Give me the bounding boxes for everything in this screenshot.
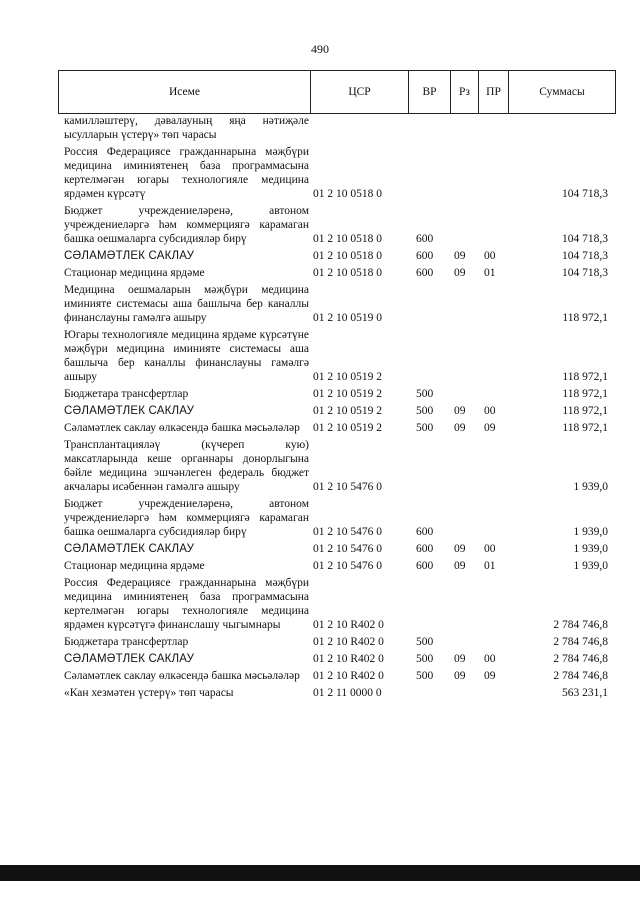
row-name: Стационар медицина ярдәме bbox=[64, 560, 205, 572]
table-row bbox=[58, 114, 616, 142]
row-rz: 09 bbox=[454, 560, 466, 572]
row-csr: 01 2 10 0518 0 bbox=[313, 250, 382, 262]
row-csr: 01 2 10 R402 0 bbox=[313, 670, 384, 682]
table-row bbox=[58, 249, 616, 263]
row-csr: 01 2 10 5476 0 bbox=[313, 543, 382, 555]
row-csr: 01 2 10 0519 2 bbox=[313, 371, 382, 383]
row-sum: 2 784 746,8 bbox=[553, 619, 608, 631]
row-rz: 09 bbox=[454, 543, 466, 555]
row-pr: 00 bbox=[484, 405, 496, 417]
table-row bbox=[58, 283, 616, 325]
row-name: Трансплантацияләү (күчереп кую) максатларында кеше органнары донорлыгына бәйле медицина эшчәнлеген федераль бюджет акчалары исәбеннән гамәлгә ашыру bbox=[64, 439, 309, 493]
table-row bbox=[58, 328, 616, 384]
row-sum: 104 718,3 bbox=[562, 250, 608, 262]
row-name: Россия Федерациясе гражданнарына мәҗбүри медицина иминиятенең база программасына кертелмәгән югары технологияле медицина ярдәмен күрсәтү bbox=[64, 146, 309, 200]
row-name: СӘЛАМӘТЛЕК САКЛАУ bbox=[64, 250, 195, 262]
row-name: Россия Федерациясе гражданнарына мәҗбүри медицина иминиятенең база программасына кертелмәгән югары технологияле медицина ярдәмен күрсәтүгә финанслашу чыгымнары bbox=[64, 577, 309, 631]
row-csr: 01 2 10 0518 0 bbox=[313, 267, 382, 279]
row-name: Стационар медицина ярдәме bbox=[64, 267, 205, 279]
row-rz: 09 bbox=[454, 405, 466, 417]
header-csr: ЦСР bbox=[311, 71, 409, 113]
table-row bbox=[58, 266, 616, 280]
table-row bbox=[58, 559, 616, 573]
row-csr: 01 2 10 0519 2 bbox=[313, 405, 382, 417]
row-csr: 01 2 10 5476 0 bbox=[313, 526, 382, 538]
row-csr: 01 2 10 R402 0 bbox=[313, 619, 384, 631]
header-sum: Суммасы bbox=[539, 86, 585, 98]
table-body bbox=[58, 114, 616, 703]
row-vr: 500 bbox=[416, 670, 434, 682]
row-sum: 118 972,1 bbox=[562, 422, 608, 434]
row-sum: 563 231,1 bbox=[562, 687, 608, 699]
row-vr: 500 bbox=[416, 636, 434, 648]
row-rz: 09 bbox=[454, 653, 466, 665]
row-vr: 500 bbox=[416, 405, 434, 417]
table-row bbox=[58, 145, 616, 201]
row-csr: 01 2 10 0518 0 bbox=[313, 188, 382, 200]
row-sum: 118 972,1 bbox=[562, 405, 608, 417]
row-sum: 118 972,1 bbox=[562, 312, 608, 324]
header-pr: ПР bbox=[479, 71, 509, 113]
table-row bbox=[58, 635, 616, 649]
row-vr: 600 bbox=[416, 233, 434, 245]
table-row bbox=[58, 387, 616, 401]
row-pr: 00 bbox=[484, 250, 496, 262]
table-row bbox=[58, 204, 616, 246]
row-name: «Кан хезмәтен үстерү» төп чарасы bbox=[64, 687, 234, 699]
row-sum: 2 784 746,8 bbox=[553, 636, 608, 648]
row-vr: 500 bbox=[416, 653, 434, 665]
row-name: СӘЛАМӘТЛЕК САКЛАУ bbox=[64, 543, 195, 555]
table-row bbox=[58, 404, 616, 418]
row-vr: 500 bbox=[416, 422, 434, 434]
row-rz: 09 bbox=[454, 267, 466, 279]
header-vr: ВР bbox=[409, 71, 451, 113]
table-row bbox=[58, 497, 616, 539]
row-csr: 01 2 11 0000 0 bbox=[313, 687, 382, 699]
row-pr: 01 bbox=[484, 267, 496, 279]
row-name: Бюджет учреждениеләренә, автоном учреждениеләргә һәм коммерциягә карамаган башка оешмаларга субсидияләр бирү bbox=[64, 498, 309, 538]
row-sum: 2 784 746,8 bbox=[553, 670, 608, 682]
row-rz: 09 bbox=[454, 670, 466, 682]
row-vr: 600 bbox=[416, 543, 434, 555]
table-row bbox=[58, 669, 616, 683]
table-row bbox=[58, 438, 616, 494]
row-name: камилләштерү, дәвалауның яңа нәтиҗәле ысулларын үстерү» төп чарасы bbox=[64, 115, 309, 141]
row-pr: 01 bbox=[484, 560, 496, 572]
row-pr: 09 bbox=[484, 422, 496, 434]
table-header bbox=[58, 70, 616, 114]
table-row bbox=[58, 421, 616, 435]
row-vr: 500 bbox=[416, 388, 434, 400]
row-rz: 09 bbox=[454, 250, 466, 262]
row-csr: 01 2 10 R402 0 bbox=[313, 653, 384, 665]
row-rz: 09 bbox=[454, 422, 466, 434]
scan-edge-bar bbox=[0, 865, 640, 881]
row-csr: 01 2 10 5476 0 bbox=[313, 481, 382, 493]
row-sum: 104 718,3 bbox=[562, 267, 608, 279]
table-row bbox=[58, 652, 616, 666]
row-sum: 2 784 746,8 bbox=[553, 653, 608, 665]
table-row bbox=[58, 576, 616, 632]
row-csr: 01 2 10 0519 2 bbox=[313, 422, 382, 434]
row-sum: 104 718,3 bbox=[562, 188, 608, 200]
row-name: Медицина оешмаларын мәҗбүри медицина иминияте системасы аша башлыча бер каналлы финанслауны гамәлгә ашыру bbox=[64, 284, 309, 324]
row-sum: 104 718,3 bbox=[562, 233, 608, 245]
row-sum: 118 972,1 bbox=[562, 371, 608, 383]
row-name: Сәламәтлек саклау өлкәсендә башка мәсьәләләр bbox=[64, 670, 300, 682]
row-sum: 1 939,0 bbox=[573, 481, 608, 493]
row-sum: 118 972,1 bbox=[562, 388, 608, 400]
row-vr: 600 bbox=[416, 267, 434, 279]
row-csr: 01 2 10 R402 0 bbox=[313, 636, 384, 648]
page-number: 490 bbox=[311, 42, 329, 56]
row-sum: 1 939,0 bbox=[573, 560, 608, 572]
row-pr: 09 bbox=[484, 670, 496, 682]
row-vr: 600 bbox=[416, 526, 434, 538]
row-name: Югары технологияле медицина ярдәме күрсәтүне мәҗбүри медицина иминияте системасы аша башлыча бер каналлы финанслауны гамәлгә ашыру bbox=[64, 329, 309, 383]
table-row bbox=[58, 542, 616, 556]
row-csr: 01 2 10 0518 0 bbox=[313, 233, 382, 245]
row-vr: 600 bbox=[416, 560, 434, 572]
row-name: СӘЛАМӘТЛЕК САКЛАУ bbox=[64, 653, 195, 665]
row-name: Сәламәтлек саклау өлкәсендә башка мәсьәләләр bbox=[64, 422, 300, 434]
row-pr: 00 bbox=[484, 543, 496, 555]
row-csr: 01 2 10 5476 0 bbox=[313, 560, 382, 572]
row-name: Бюджет учреждениеләренә, автоном учреждениеләргә һәм коммерциягә карамаган башка оешмаларга субсидияләр бирү bbox=[64, 205, 309, 245]
row-csr: 01 2 10 0519 0 bbox=[313, 312, 382, 324]
row-name: Бюджетара трансфертлар bbox=[64, 636, 189, 648]
row-csr: 01 2 10 0519 2 bbox=[313, 388, 382, 400]
row-name: Бюджетара трансфертлар bbox=[64, 388, 189, 400]
row-vr: 600 bbox=[416, 250, 434, 262]
header-rz: Рз bbox=[451, 71, 479, 113]
table-row bbox=[58, 686, 616, 700]
row-sum: 1 939,0 bbox=[573, 526, 608, 538]
row-sum: 1 939,0 bbox=[573, 543, 608, 555]
row-name: СӘЛАМӘТЛЕК САКЛАУ bbox=[64, 405, 195, 417]
header-name: Исеме bbox=[59, 71, 311, 113]
row-pr: 00 bbox=[484, 653, 496, 665]
